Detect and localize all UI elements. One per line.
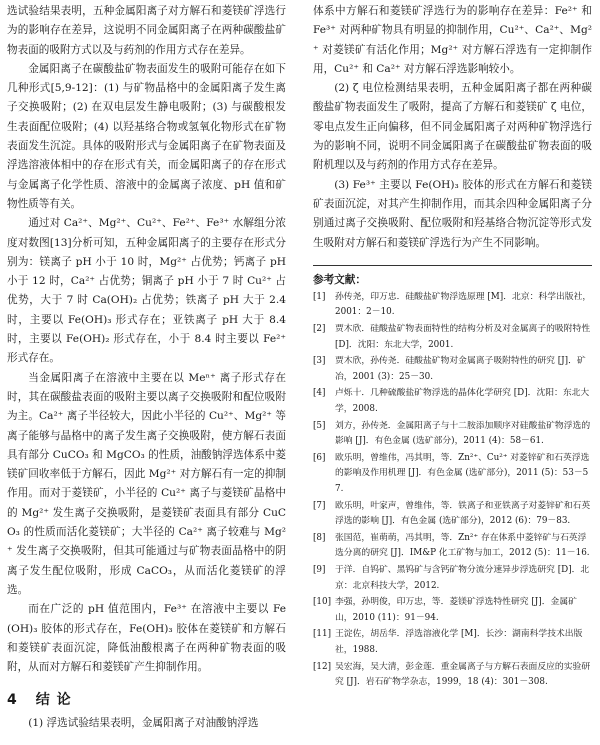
reference-text: 吴宏海，吴大清，彭金莲．重金属离子与方解石表面反应的实验研究 [J]．岩石矿物学杂志，1999，18 (4)：301－308. — [335, 661, 591, 688]
references-divider — [313, 265, 592, 266]
reference-text: 贾木欣．硅酸盐矿物表面特性的结构分析及对金属离子的吸附特性 [D]．沈阳：东北大学，2001. — [335, 324, 591, 350]
reference-text: 贾木欣，孙传尧．硅酸盐矿物对金属离子吸附特性的研究 [J]．矿冶，2001 (3)：25－30. — [335, 356, 586, 382]
reference-item — [313, 386, 592, 417]
body-paragraph: (2) ζ 电位检测结果表明，五种金属阳离子都在两种碳酸盐矿物表面发生了吸附，提高了方解石和菱镁矿 ζ 电位，零电点发生正向偏移，但不同金属阳离子对两种矿物浮选行为的影响不同，说明不同金属阳离子在碳酸盐矿物表面的吸附机理以及与药剂的作用方式存在差异。 — [313, 82, 592, 172]
section-title: 结 论 — [35, 692, 72, 709]
reference-item — [313, 290, 592, 321]
reference-item — [313, 499, 592, 530]
reference-number: [12] — [313, 661, 332, 672]
reference-number: [11] — [313, 629, 332, 640]
reference-text: 于洋．自钨矿、黑钨矿与含钙矿物分流分速异步浮选研究 [D]．北京：北京科技大学，2012. — [335, 564, 590, 591]
reference-number: [6] — [313, 452, 326, 463]
reference-list — [313, 290, 592, 691]
reference-number: [1] — [313, 291, 326, 302]
reference-text: 张国范，崔萌萌，冯其明，等．Zn²⁺ 存在体系中菱锌矿与石英浮选分离的研究 [J]．IM&P 化工矿物与加工，2012 (5)：11－16. — [335, 532, 590, 559]
reference-text: 卢烁十．几种硫酸盐矿物浮选的晶体化学研究 [D]．沈阳：东北大学，2008. — [335, 388, 590, 415]
body-paragraph: 通过对 Ca²⁺、Mg²⁺、Cu²⁺、Fe²⁺、Fe³⁺ 水解组分浓度对数图[13]分析可知，五种金属阳离子的主要存在形式分别为：镁离子 pH 小于 10 时，Mg²⁺ 占优势；钙离子 pH 小于 12 时，Ca²⁺ 占优势；铜离子 pH 小于 7 时 Cu²⁺ 占优势，大于 7 时 Ca(OH)₂ 占优势；铁离子 pH 大于 2.4 时，主要以 Fe(OH)₃ 形式存在；亚铁离子 pH 大于 8.4 时，主要以 Fe(OH)₂ 形式存在，小于 8.4 时主要以 Fe²⁺ 形式存在。 — [7, 217, 286, 365]
reference-item — [313, 595, 592, 626]
reference-number: [4] — [313, 388, 326, 399]
reference-item — [313, 531, 592, 562]
reference-text: 刘方，孙传尧．金属阳离子与十二胺添加顺序对硅酸盐矿物浮选的影响 [J]．有色金属 (选矿部分)，2011 (4)：58－61. — [335, 420, 591, 447]
reference-item — [313, 627, 592, 658]
section-number: 4 — [7, 692, 18, 709]
reference-text: 孙传尧，印万忠．硅酸盐矿物浮选原理 [M]．北京：科学出版社，2001：2－10. — [335, 291, 592, 318]
reference-item — [313, 322, 592, 353]
reference-text: 欧乐明，叶家声，曾维伟，等．铁离子和亚铁离子对菱锌矿和石英浮选的影响 [J]．有色金属 (选矿部分)，2012 (6)：79－83. — [335, 500, 591, 527]
body-paragraph: 金属阳离子在碳酸盐矿物表面发生的吸附可能存在如下几种形式[5,9-12]：(1) 与矿物晶格中的金属阳离子发生离子交换吸附；(2) 在双电层发生静电吸附；(3) 与碳酸根发生表面配位吸附；(4) 以羟基络合物或氢氧化物形式在矿物表面发生沉淀。具体的吸附形式与金属阳离子在矿物表面及浮选溶液体相中的存在形式有关，而金属阳离子的存在形式与金属离子化学性质、溶液中的金属离子浓度、pH 值和矿物性质等有关。 — [7, 62, 286, 210]
section-heading — [7, 689, 286, 709]
body-paragraph: (1) 浮选试验结果表明，金属阳离子对油酸钠浮选 — [28, 717, 259, 730]
reference-number: [7] — [313, 500, 326, 511]
reference-item — [313, 563, 592, 594]
reference-number: [3] — [313, 356, 326, 367]
body-paragraph: (3) Fe³⁺ 主要以 Fe(OH)₃ 胶体的形式在方解石和菱镁矿表面沉淀，对其产生抑制作用，而其余四种金属阳离子分别通过离子交换吸附、配位吸附和羟基络合物沉淀等形式发生吸附对方解石和菱镁矿浮选行为产生不同影响。 — [313, 178, 592, 249]
references-heading: 参考文献： — [313, 273, 366, 286]
reference-item — [313, 419, 592, 450]
body-paragraph: 当金属阳离子在溶液中主要在以 Meⁿ⁺ 离子形式存在时，其在碳酸盐表面的吸附主要以离子交换吸附和配位吸附为主。Ca²⁺ 离子半径较大，因此小半径的 Cu²⁺、Mg²⁺ 等离子能够与晶格中的离子发生离子交换吸附，使方解石表面具有部分 CuCO₃ 和 MgCO₃ 的性质，油酸钠浮选体系中菱镁矿回收率低于方解石，因此 Mg²⁺ 对方解石有一定的抑制作用。而对于菱镁矿，小半径的 Cu²⁺ 离子与菱镁矿晶格中的 Mg²⁺ 发生离子交换吸附，是菱镁矿表面具有部分 CuCO₃ 的性质而活化菱镁矿；大半径的 Ca²⁺ 离子较难与 Mg²⁺ 发生离子交换吸附，但其可能通过与矿物表面晶格中的阴离子发生配位吸附，形成 CaCO₃，从而活化菱镁矿的浮选。 — [7, 371, 286, 596]
reference-number: [5] — [313, 420, 326, 431]
body-paragraph: 体系中方解石和菱镁矿浮选行为的影响存在差异：Fe²⁺ 和 Fe³⁺ 对两种矿物具有明显的抑制作用，Cu²⁺、Ca²⁺、Mg²⁺ 对菱镁矿有活化作用；Mg²⁺ 对方解石浮选有一定抑制作用，Cu²⁺ 和 Ca²⁺ 对方解石浮选影响较小。 — [313, 5, 592, 75]
reference-number: [9] — [313, 564, 326, 575]
reference-text: 欧乐明，曾维伟，冯其明，等．Zn²⁺、Cu²⁺ 对菱锌矿和石英浮选的影响及作用机理 [J]．有色金属 (选矿部分)，2011 (5)：53－57. — [335, 452, 590, 494]
reference-text: 王淀佐，胡岳华．浮选溶液化学 [M]．长沙：湖南科学技术出版社，1988. — [335, 629, 583, 655]
reference-item — [313, 660, 592, 691]
reference-text: 李强，孙明俊，印万忠，等．菱镁矿浮选特性研究 [J]．金属矿山，2010 (11)：91－94. — [335, 597, 577, 623]
reference-number: [10] — [313, 597, 332, 608]
reference-item — [313, 354, 592, 385]
body-paragraph: 选试验结果表明，五种金属阳离子对方解石和菱镁矿浮选行为的影响存在差异，这说明不同金属阳离子在两种碳酸盐矿物表面的吸附方式以及与药剂的作用方式存在差异。 — [7, 5, 286, 56]
reference-item — [313, 451, 592, 498]
body-paragraph: 而在广泛的 pH 值范围内，Fe³⁺ 在溶液中主要以 Fe(OH)₃ 胶体的形式存在，Fe(OH)₃ 胶体在菱镁矿和方解石和菱镁矿表面沉淀，降低油酸根离子在两种矿物表面的吸附，从而对方解石和菱镁矿产生抑制作用。 — [7, 603, 286, 674]
reference-number: [2] — [313, 324, 326, 335]
reference-number: [8] — [313, 532, 326, 543]
left-column — [7, 2, 286, 734]
right-column — [313, 2, 592, 692]
